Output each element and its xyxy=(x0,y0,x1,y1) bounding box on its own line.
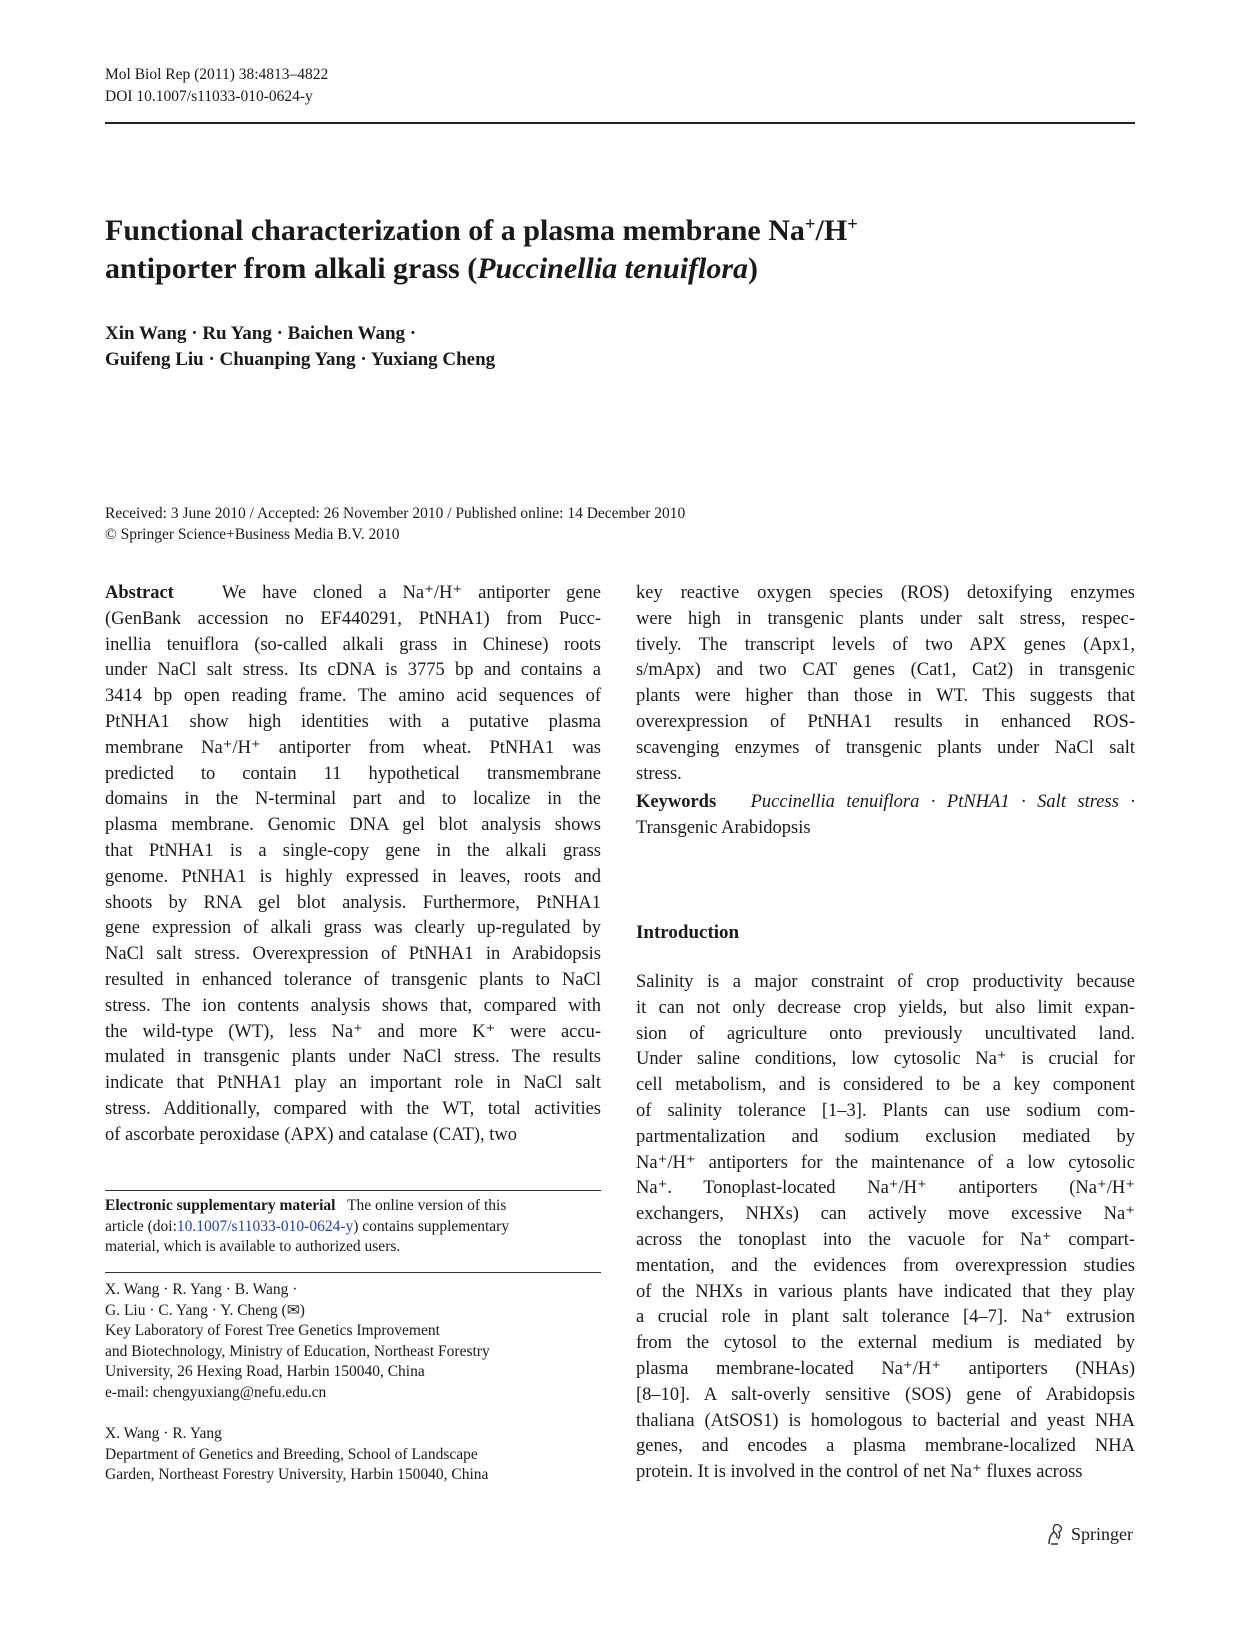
abstract-line: stress. Additionally, compared with the WT, total activities xyxy=(105,1098,601,1119)
introduction-line: cell metabolism, and is considered to be a key component xyxy=(636,1075,1135,1096)
introduction-line: across the tonoplast into the vacuole for Na⁺ compart- xyxy=(636,1229,1135,1250)
esm-label: Electronic supplementary material xyxy=(105,1197,336,1214)
abstract-line: PtNHA1 show high identities with a putative plasma xyxy=(105,711,601,732)
affiliation-1 xyxy=(105,1280,601,1404)
springer-horse-icon xyxy=(1045,1522,1065,1546)
abstract-line: mulated in transgenic plants under NaCl stress. The results xyxy=(105,1047,601,1068)
esm-text: article (doi: xyxy=(105,1217,177,1235)
introduction-line: it can not only decrease crop yields, but also limit expan- xyxy=(636,997,1135,1018)
footnote-rule xyxy=(105,1190,601,1191)
abstract-line: domains in the N-terminal part and to localize in the xyxy=(105,789,601,810)
introduction-line: a crucial role in plant salt tolerance [4–7]. Na⁺ extrusion xyxy=(636,1307,1135,1328)
introduction-line: mentation, and the evidences from overexpression studies xyxy=(636,1255,1135,1276)
journal-line: Mol Biol Rep (2011) 38:4813–4822 xyxy=(105,66,329,83)
abstract-line: 3414 bp open reading frame. The amino acid sequences of xyxy=(105,686,601,707)
doi-link[interactable]: 10.1007/s11033-010-0624-y xyxy=(176,1217,354,1235)
affiliation-line: and Biotechnology, Ministry of Education, Northeast Forestry xyxy=(105,1342,490,1360)
esm-footnote xyxy=(105,1196,601,1258)
keywords-label: Keywords xyxy=(636,792,717,812)
publisher-name: Springer xyxy=(1071,1523,1133,1544)
abstract-line: membrane Na⁺/H⁺ antiporter from wheat. PtNHA1 was xyxy=(105,737,601,758)
esm-text: The online version of this xyxy=(347,1197,507,1214)
title-species: Puccinellia tenuiflora xyxy=(477,252,749,285)
affiliation-line: e-mail: chengyuxiang@nefu.edu.cn xyxy=(105,1383,327,1401)
introduction-line: Na⁺. Tonoplast-located Na⁺/H⁺ antiporters (Na⁺/H⁺ xyxy=(636,1178,1135,1199)
abstract-line xyxy=(105,581,601,607)
abstract-line: genome. PtNHA1 is highly expressed in leaves, roots and xyxy=(105,866,601,887)
abstract-line: (GenBank accession no EF440291, PtNHA1) from Pucc- xyxy=(105,608,601,629)
title-text: Functional characterization of a plasma membrane Na xyxy=(105,214,805,247)
abstract-line: that PtNHA1 is a single-copy gene in the alkali grass xyxy=(105,840,601,861)
title-text: ) xyxy=(748,252,759,285)
abstract-continuation xyxy=(636,581,1135,787)
journal-citation xyxy=(105,64,328,108)
abstract-line: scavenging enzymes of transgenic plants under NaCl salt xyxy=(636,737,1135,758)
abstract-line: the wild-type (WT), less Na⁺ and more K⁺ were accu- xyxy=(105,1021,601,1042)
header-rule xyxy=(105,122,1135,124)
abstract-line: gene expression of alkali grass was clearly up-regulated by xyxy=(105,918,601,939)
abstract-line: stress. xyxy=(636,763,682,784)
abstract-line: overexpression of PtNHA1 results in enhanced ROS- xyxy=(636,711,1135,732)
keywords xyxy=(636,790,1135,842)
abstract-line: plasma membrane. Genomic DNA gel blot analysis shows xyxy=(105,815,601,836)
abstract-line: tively. The transcript levels of two APX genes (Apx1, xyxy=(636,634,1135,655)
introduction-line: of salinity tolerance [1–3]. Plants can use sodium com- xyxy=(636,1100,1135,1121)
introduction-line: from the cytosol to the external medium is mediated by xyxy=(636,1333,1135,1354)
article-title xyxy=(105,212,1135,288)
introduction-line: Salinity is a major constraint of crop productivity because xyxy=(636,972,1135,992)
author-list xyxy=(105,321,495,373)
authors-line: Xin Wang · Ru Yang · Baichen Wang · xyxy=(105,323,417,344)
abstract-line: NaCl salt stress. Overexpression of PtNHA1 in Arabidopsis xyxy=(105,944,601,965)
abstract-line: s/mApx) and two CAT genes (Cat1, Cat2) in transgenic xyxy=(636,660,1135,681)
abstract-line: indicate that PtNHA1 play an important role in NaCl salt xyxy=(105,1073,601,1094)
abstract-line: key reactive oxygen species (ROS) detoxifying enzymes xyxy=(636,583,1135,603)
title-text: antiporter from alkali grass ( xyxy=(105,252,478,285)
abstract-line: of ascorbate peroxidase (APX) and catalase (CAT), two xyxy=(105,1124,517,1145)
introduction-line: sion of agriculture onto previously uncultivated land. xyxy=(636,1023,1135,1044)
authors-line: Guifeng Liu · Chuanping Yang · Yuxiang Cheng xyxy=(105,349,496,370)
title-sup: + xyxy=(804,213,816,235)
introduction-line: partmentalization and sodium exclusion mediated by xyxy=(636,1126,1135,1147)
introduction-line: exchangers, NHXs) can actively move excessive Na⁺ xyxy=(636,1204,1135,1225)
abstract-line: plants were higher than those in WT. This suggests that xyxy=(636,686,1135,707)
introduction-line: thaliana (AtSOS1) is homologous to bacterial and yeast NHA xyxy=(636,1410,1135,1431)
affiliation-2 xyxy=(105,1424,601,1486)
copyright-line: © Springer Science+Business Media B.V. 2010 xyxy=(105,526,400,543)
affiliation-line: G. Liu · C. Yang · Y. Cheng (✉) xyxy=(105,1301,305,1319)
introduction-line: Na⁺/H⁺ antiporters for the maintenance of a low cytosolic xyxy=(636,1152,1135,1173)
introduction-line: [8–10]. A salt-overly sensitive (SOS) gene of Arabidopsis xyxy=(636,1384,1135,1405)
title-text: /H xyxy=(815,214,848,247)
abstract-line-text: We have cloned a Na⁺/H⁺ antiporter gene xyxy=(221,583,602,603)
abstract-column xyxy=(105,581,601,1149)
doi-line: DOI 10.1007/s11033-010-0624-y xyxy=(105,88,313,105)
dates-line: Received: 3 June 2010 / Accepted: 26 November 2010 / Published online: 14 December 2010 xyxy=(105,505,686,522)
affiliation-line: Key Laboratory of Forest Tree Genetics Improvement xyxy=(105,1322,440,1340)
introduction-line: Under saline conditions, low cytosolic Na⁺ is crucial for xyxy=(636,1049,1135,1070)
abstract-line: were high in transgenic plants under salt stress, respec- xyxy=(636,608,1135,629)
introduction-line: genes, and encodes a plasma membrane-localized NHA xyxy=(636,1436,1135,1457)
introduction-line: plasma membrane-located Na⁺/H⁺ antiporters (NHAs) xyxy=(636,1358,1135,1379)
abstract-line: resulted in enhanced tolerance of transgenic plants to NaCl xyxy=(105,969,601,990)
affiliation-line: X. Wang · R. Yang · B. Wang · xyxy=(105,1281,298,1298)
esm-text: material, which is available to authorized users. xyxy=(105,1238,401,1255)
publication-dates xyxy=(105,503,685,545)
abstract-line: predicted to contain 11 hypothetical transmembrane xyxy=(105,763,601,784)
keywords-text: Transgenic Arabidopsis xyxy=(636,817,811,838)
keywords-text: Puccinellia tenuiflora · PtNHA1 · Salt stress · xyxy=(750,792,1136,812)
affiliation-line: Garden, Northeast Forestry University, Harbin 150040, China xyxy=(105,1466,489,1484)
publisher-logo xyxy=(1045,1522,1133,1546)
esm-text: ) contains supplementary xyxy=(353,1217,510,1235)
affiliation-line: Department of Genetics and Breeding, School of Landscape xyxy=(105,1445,478,1463)
section-heading: Introduction xyxy=(636,922,740,943)
introduction-line: protein. It is involved in the control of net Na⁺ fluxes across xyxy=(636,1462,1083,1483)
title-sup: + xyxy=(847,213,858,235)
affiliation-line: X. Wang · R. Yang xyxy=(105,1425,222,1442)
abstract-line: stress. The ion contents analysis shows that, compared with xyxy=(105,995,601,1016)
abstract-line: shoots by RNA gel blot analysis. Furthermore, PtNHA1 xyxy=(105,892,601,913)
introduction-line: of the NHXs in various plants have indicated that they play xyxy=(636,1281,1135,1302)
abstract-line: inellia tenuiflora (so-called alkali grass in Chinese) roots xyxy=(105,634,601,655)
abstract-label: Abstract xyxy=(105,583,174,603)
abstract-line: under NaCl salt stress. Its cDNA is 3775 bp and contains a xyxy=(105,660,601,681)
affiliation-line: University, 26 Hexing Road, Harbin 150040, China xyxy=(105,1363,425,1381)
introduction-text xyxy=(636,970,1135,1486)
footnote-rule xyxy=(105,1272,601,1273)
